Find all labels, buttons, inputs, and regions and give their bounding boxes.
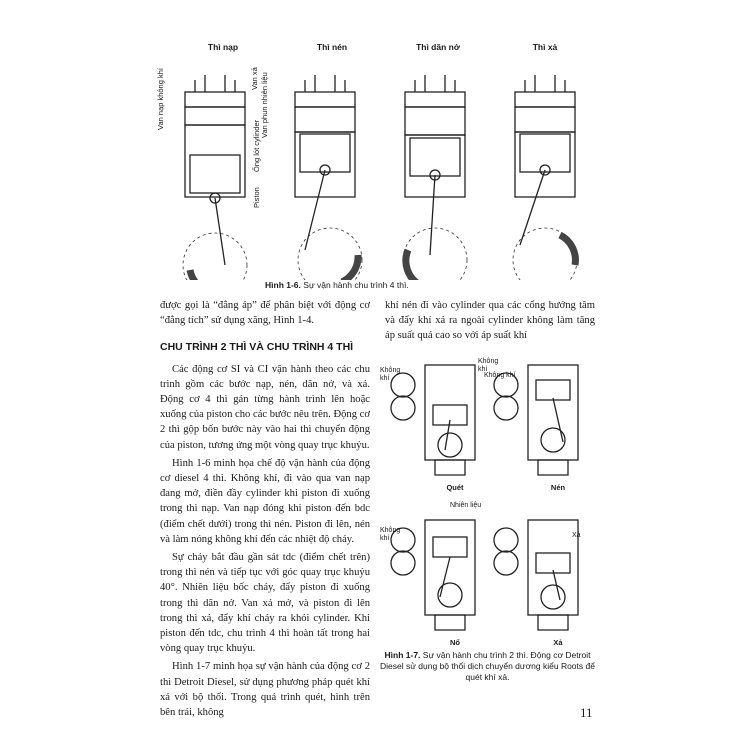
label-air-2: Không khí <box>478 358 499 373</box>
left-paragraph-4: Hình 1-7 minh họa sự vận hành của động cơ 2 thì Detroit Diesel, sử dụng phương pháp quét khí xả với bộ thổi. Trong quá trình quét, hình trên bên trái, không <box>160 661 370 719</box>
label-intake-valve: Van nạp không khí <box>156 68 165 130</box>
left-intro-text: được gọi là “đẳng áp” để phân biệt với động cơ “đẳng tích” sử dụng xăng, Hình 1-4. <box>160 300 370 327</box>
engine-compress-illustration <box>494 365 578 475</box>
label-exhaust: Xả <box>572 532 581 539</box>
left-paragraph-1: Các động cơ SI và CI vận hành theo các chu trình gồm các bước nạp, nén, dãn nở, và xả. Động cơ 4 thì gán từng hành trình lên hoặc xuống của piston cho các bước nêu trên. Động cơ 2 thì gộp bốn bước này vào hai thì chuyển động của piston, tương ứng một vòng quay trục khuỷu. <box>160 363 370 451</box>
left-paragraph-2: Hình 1-6 minh họa chế độ vận hành của động cơ diesel 4 thì. Không khí, đi vào qua van nạp đang mở, điền đầy cylinder khi piston đi xuống trong thì nạp. Van nạp đóng khi piston đến bdc (điểm chết dưới) trong thì nén. Piston đi lên, nén và làm nóng không khí đến các nhiệt độ cháy. <box>160 457 370 545</box>
label-air-4: Không khí <box>380 527 401 542</box>
figure-1-7-caption <box>380 650 595 683</box>
figure-1-7-caption-num: Hình 1-7. <box>384 650 421 660</box>
figure-1-6-caption-num: Hình 1-6. <box>265 280 301 290</box>
engine-2s-exhaust-illustration <box>494 520 578 630</box>
label-exhaust-valve: Van xả <box>250 67 259 90</box>
left-column <box>160 298 370 720</box>
stage-label-scavenge: Quét <box>446 483 464 492</box>
stroke-label-compression: Thì nén <box>316 42 348 52</box>
label-piston: Piston <box>252 187 261 208</box>
page-number: 11 <box>580 705 593 720</box>
figure-1-7 <box>380 350 595 690</box>
right-column-intro: khí nén đi vào cylinder qua các cổng hướng tâm và đẩy khí xả ra ngoài cylinder không làm tăng áp suất quá cao so với áp suất khí <box>385 300 595 342</box>
figure-1-6-caption-text: Sự vận hành chu trình 4 thì. <box>303 280 409 290</box>
four-stroke-diagram <box>150 50 595 280</box>
label-injector: Van phun nhiên liệu <box>260 72 269 138</box>
left-paragraph-3: Sự cháy bắt đầu gần sát tdc (điểm chết trên) trong thì nén và tiếp tục với góc quay trục khuỷu 40°. Nhiên liệu bốc cháy, đẩy piston đi xuống trong thì dãn nở. Van xả mở, và piston đi lên trong thì xả, đẩy khí cháy ra khỏi cylinder. Khi piston đến tdc, chu trình 4 thì hoàn tất trong hai vòng quay trục khuỷu. <box>160 552 370 655</box>
stroke-label-intake: Thì nạp <box>207 42 239 52</box>
stage-label-ignition: Nổ <box>450 638 460 647</box>
two-stroke-diagram <box>380 350 595 640</box>
figure-1-7-caption-text: Sự vận hành chu trình 2 thì. Động cơ Detroit Diesel sử dụng bộ thổi dịch chuyển dương kiểu Roots để quét khí xả. <box>380 650 595 682</box>
label-air-3: Không khí <box>484 372 516 379</box>
stage-label-exhaust: Xả <box>553 638 563 647</box>
engine-intake-illustration <box>183 75 247 280</box>
figure-1-6 <box>150 30 595 300</box>
stage-label-compression: Nén <box>550 483 566 492</box>
label-liner: Ống lót cylinder <box>252 119 261 172</box>
label-air-1: Không khí <box>380 367 401 382</box>
stroke-label-power: Thì dãn nở <box>416 42 460 52</box>
label-fuel: Nhiên liệu <box>450 502 482 509</box>
engine-exhaust-illustration <box>513 75 577 280</box>
section-heading: CHU TRÌNH 2 THÌ VÀ CHU TRÌNH 4 THÌ <box>160 341 354 354</box>
figure-1-6-caption <box>265 280 595 290</box>
engine-power-illustration <box>403 75 467 280</box>
engine-compression-illustration <box>295 75 362 280</box>
stroke-label-exhaust: Thì xả <box>532 42 558 52</box>
